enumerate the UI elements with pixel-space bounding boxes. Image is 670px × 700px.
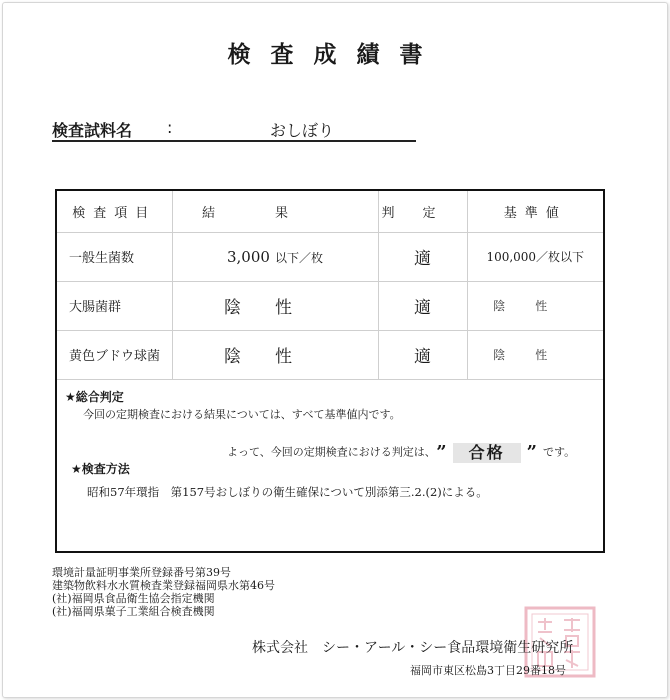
method-text: 昭和57年環指 第157号おしぼりの衛生確保について別添第三.2.(2)による。 [87, 485, 488, 499]
result-value: 3,000 [226, 248, 270, 266]
row-standard: 100,000／枚以下 [467, 232, 603, 281]
registration-line: 環境計量証明事業所登録番号第39号 [52, 566, 231, 579]
header-verdict: 判定 [378, 191, 467, 232]
open-quote: ” [436, 442, 447, 463]
pass-result: 合格 [453, 443, 521, 463]
company-name: 株式会社 シー・アール・シー食品環境衛生研究所 [252, 640, 574, 656]
row-result [172, 232, 378, 281]
row-verdict: 適 [378, 330, 467, 379]
overall-heading: ★総合判定 [65, 390, 124, 404]
row-verdict: 適 [378, 232, 467, 281]
row-item: 黄色ブドウ球菌 [57, 330, 172, 379]
header-item: 検査項目 [57, 191, 172, 232]
result-unit: 以下／枚 [275, 251, 324, 265]
table-row [57, 281, 603, 330]
row-item: 一般生菌数 [57, 232, 172, 281]
registration-list [52, 566, 275, 618]
sample-colon: : [167, 118, 173, 137]
row-standard: 陰性 [467, 281, 603, 330]
row-result: 陰性 [172, 281, 378, 330]
row-item: 大腸菌群 [57, 281, 172, 330]
registration-line: (社)福岡県食品衛生協会指定機関 [52, 592, 215, 605]
results-table [57, 191, 603, 380]
table-header-row [57, 191, 603, 232]
document-title: 検査成績書 [227, 42, 443, 68]
row-result: 陰性 [172, 330, 378, 379]
sample-line [52, 118, 416, 142]
sample-label: 検査試料名 [52, 121, 133, 140]
sample-value: おしぼり [270, 121, 335, 140]
row-standard: 陰性 [467, 330, 603, 379]
table-row [57, 232, 603, 281]
close-quote: ” [526, 442, 537, 463]
table-row [57, 330, 603, 379]
header-result: 結果 [172, 191, 378, 232]
method-heading: ★検査方法 [71, 462, 130, 476]
registration-line: 建築物飲料水水質検査業登録福岡県水第46号 [52, 579, 275, 592]
conclusion-line [227, 442, 575, 463]
row-verdict: 適 [378, 281, 467, 330]
conclusion-prefix: よって、今回の定期検査における判定は、 [227, 445, 431, 459]
judgement-section [57, 382, 603, 551]
company-address: 福岡市東区松島3丁目29番18号 [410, 664, 566, 677]
registration-line: (社)福岡県菓子工業組合検査機関 [52, 605, 215, 618]
conclusion-suffix: です。 [543, 445, 576, 459]
overall-note: 今回の定期検査における結果については、すべて基準値内です。 [83, 408, 401, 421]
results-box [55, 189, 605, 553]
header-standard: 基準値 [467, 191, 603, 232]
